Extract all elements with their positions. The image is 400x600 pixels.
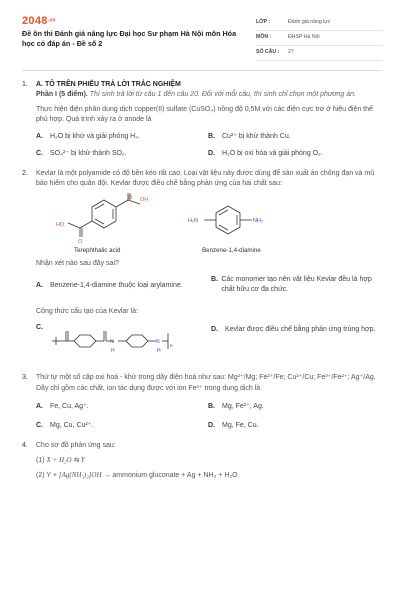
oxygen-label: O	[128, 195, 133, 202]
meta-value: Đánh giá năng lực	[288, 19, 331, 26]
option-text: H₂O bị khử và giải phóng H₂.	[50, 132, 140, 140]
option-a[interactable]	[36, 132, 208, 142]
reactant-structures	[36, 193, 382, 255]
option-text: Fe, Cu, Ag⁺.	[50, 402, 89, 410]
options-cd	[36, 323, 382, 363]
kevlar-structure	[50, 323, 200, 359]
svg-text:N: N	[156, 339, 160, 346]
logo-suffix: .vn	[47, 17, 56, 24]
option-label: B.	[208, 132, 215, 140]
meta-count	[256, 46, 382, 61]
reaction-1	[36, 455, 382, 466]
terephthalic-acid-structure	[50, 193, 160, 245]
option-label: D.	[211, 326, 218, 334]
question-number: 4.	[22, 441, 28, 449]
option-text: Kevlar được điều chế bằng phản ứng trùng hợp.	[225, 326, 376, 334]
meta-value: ĐHSP Hà Nội	[288, 34, 320, 41]
formula-intro: Công thức cấu tạo của Kevlar là:	[36, 308, 138, 316]
option-text: Benzene-1,4-diamine thuộc loại arylamine.	[50, 282, 183, 290]
hydroxyl-label: OH	[140, 197, 149, 204]
part-instruction	[36, 90, 382, 100]
exam-title: Đề ôn thi Đánh giá năng lực Đại học Sư phạm Hà Nội môn Hóa học có đáp án - Đề số 2	[22, 29, 237, 49]
option-text: Cu²⁺ bị khử thành Cu.	[222, 132, 291, 140]
meta-value: 27	[288, 49, 294, 56]
option-b[interactable]	[211, 275, 383, 295]
option-d[interactable]	[211, 325, 383, 335]
option-c[interactable]	[36, 421, 208, 431]
option-label: A.	[36, 402, 43, 410]
option-a[interactable]	[36, 281, 206, 291]
option-d[interactable]	[208, 421, 380, 431]
option-text: Mg, Fe, Cu.	[222, 421, 259, 429]
meta-class	[256, 16, 382, 31]
option-b[interactable]	[208, 402, 380, 412]
question-stem: Thực hiện điện phân dung dịch copper(II) sulfate (CuSO₄) nồng độ 0,5M với các điện cực trơ ở hiệu điện thế phù hợp. Quá trình xảy ra ở anode là	[36, 106, 373, 124]
option-b[interactable]	[208, 132, 380, 142]
option-label: C.	[36, 149, 43, 157]
molecule-name: Terephthalic acid	[74, 247, 121, 255]
header	[22, 14, 382, 62]
exam-meta	[256, 16, 382, 61]
option-label: B.	[208, 402, 215, 410]
reaction-equation: X + H₂O ⇆ Y	[46, 456, 85, 465]
amine-label: NH₂	[253, 218, 264, 225]
benzene-diamine-structure	[176, 193, 286, 245]
option-label: C.	[36, 421, 43, 429]
option-label: A.	[36, 132, 43, 140]
molecule-name: Benzene-1,4-diamine	[202, 247, 261, 255]
question-stem: Kevlar là một polyamide có độ bền kéo rất cao. Loại vật liệu này được dùng để sản xuất áo chống đạn và mũ bảo hiểm cho quân đội. Kevlar được điều chế bằng phản ứng của hai chất sau:	[36, 169, 375, 187]
svg-text:H: H	[157, 348, 161, 355]
option-c[interactable]	[36, 323, 206, 359]
option-d[interactable]	[208, 149, 380, 159]
meta-key: SỐ CÂU :	[256, 49, 280, 56]
reaction-products: ammonium gluconate + Ag + NH₃ + H₂O	[112, 472, 238, 480]
reaction-index: (1)	[36, 457, 45, 465]
option-text: Các monomer tạo nên vật liệu Kevlar đều là hợp chất hữu cơ đa chức.	[221, 276, 372, 294]
question-3	[22, 373, 382, 431]
question-prompt: Nhận xét nào sau đây sai?	[36, 260, 119, 268]
question-1	[22, 80, 382, 159]
question-stem: Thứ tự một số cặp oxi hoá - khử trong dãy điện hoá như sau: Mg²⁺/Mg; Fe²⁺/Fe; Cu²⁺/Cu; Fe³⁺/Fe²⁺; Ag⁺/Ag. Dãy chỉ gồm các chất, ion tác dụng được với ion Fe³⁺ trong dung dịch là	[36, 374, 376, 392]
option-text: Mg, Cu, Cu²⁺.	[50, 421, 94, 429]
question-2	[22, 169, 382, 364]
logo-text: 2048	[22, 15, 48, 27]
option-label: A.	[36, 282, 43, 290]
site-logo[interactable]	[22, 14, 56, 30]
question-stem: Cho sơ đồ phản ứng sau:	[36, 441, 116, 449]
options-ab	[36, 275, 382, 305]
question-list	[22, 80, 382, 481]
svg-text:n: n	[170, 343, 173, 349]
oxygen-label: O	[78, 239, 83, 246]
hydroxyl-label: HO	[56, 222, 65, 229]
option-label: D.	[208, 421, 215, 429]
option-c[interactable]	[36, 149, 208, 159]
part-text: Thí sinh trả lời từ câu 1 đến câu 20. Đối với mỗi câu, thí sinh chỉ chọn một phương án.	[89, 91, 356, 99]
part-label: Phần I (5 điểm).	[36, 91, 88, 99]
answer-options	[36, 402, 382, 431]
option-label: D.	[208, 149, 215, 157]
option-label: B.	[211, 276, 218, 284]
meta-key: MÔN :	[256, 34, 272, 41]
amine-label: H₂N	[188, 218, 199, 225]
meta-key: LỚP :	[256, 19, 271, 26]
reagent: [Ag(NH₃)₂]OH	[58, 471, 102, 480]
option-label: C.	[36, 324, 43, 332]
section-heading: A. TÔ TRÊN PHIẾU TRẢ LỜI TRẮC NGHIỆM	[36, 81, 181, 88]
meta-subject	[256, 31, 382, 46]
svg-text:N: N	[110, 339, 114, 346]
option-text: Mg, Fe²⁺, Ag.	[222, 402, 264, 410]
svg-text:H: H	[111, 348, 115, 355]
option-text: H₂O bị oxi hóa và giải phóng O₂.	[222, 149, 323, 157]
reaction-2: (2) Y + [Ag(NH₃)₂]OH → ammonium gluconate + Ag + NH₃ + H₂O	[36, 471, 238, 480]
question-number: 3.	[22, 374, 28, 382]
option-text: SO₄²⁻ bị khử thành SO₂.	[50, 149, 127, 157]
question-number: 2.	[22, 169, 28, 177]
question-4	[22, 441, 382, 481]
header-divider	[22, 70, 382, 71]
option-a[interactable]	[36, 402, 208, 412]
question-number: 1.	[22, 81, 28, 88]
answer-options	[36, 132, 382, 159]
reaction-index: (2) Y +	[36, 472, 57, 480]
